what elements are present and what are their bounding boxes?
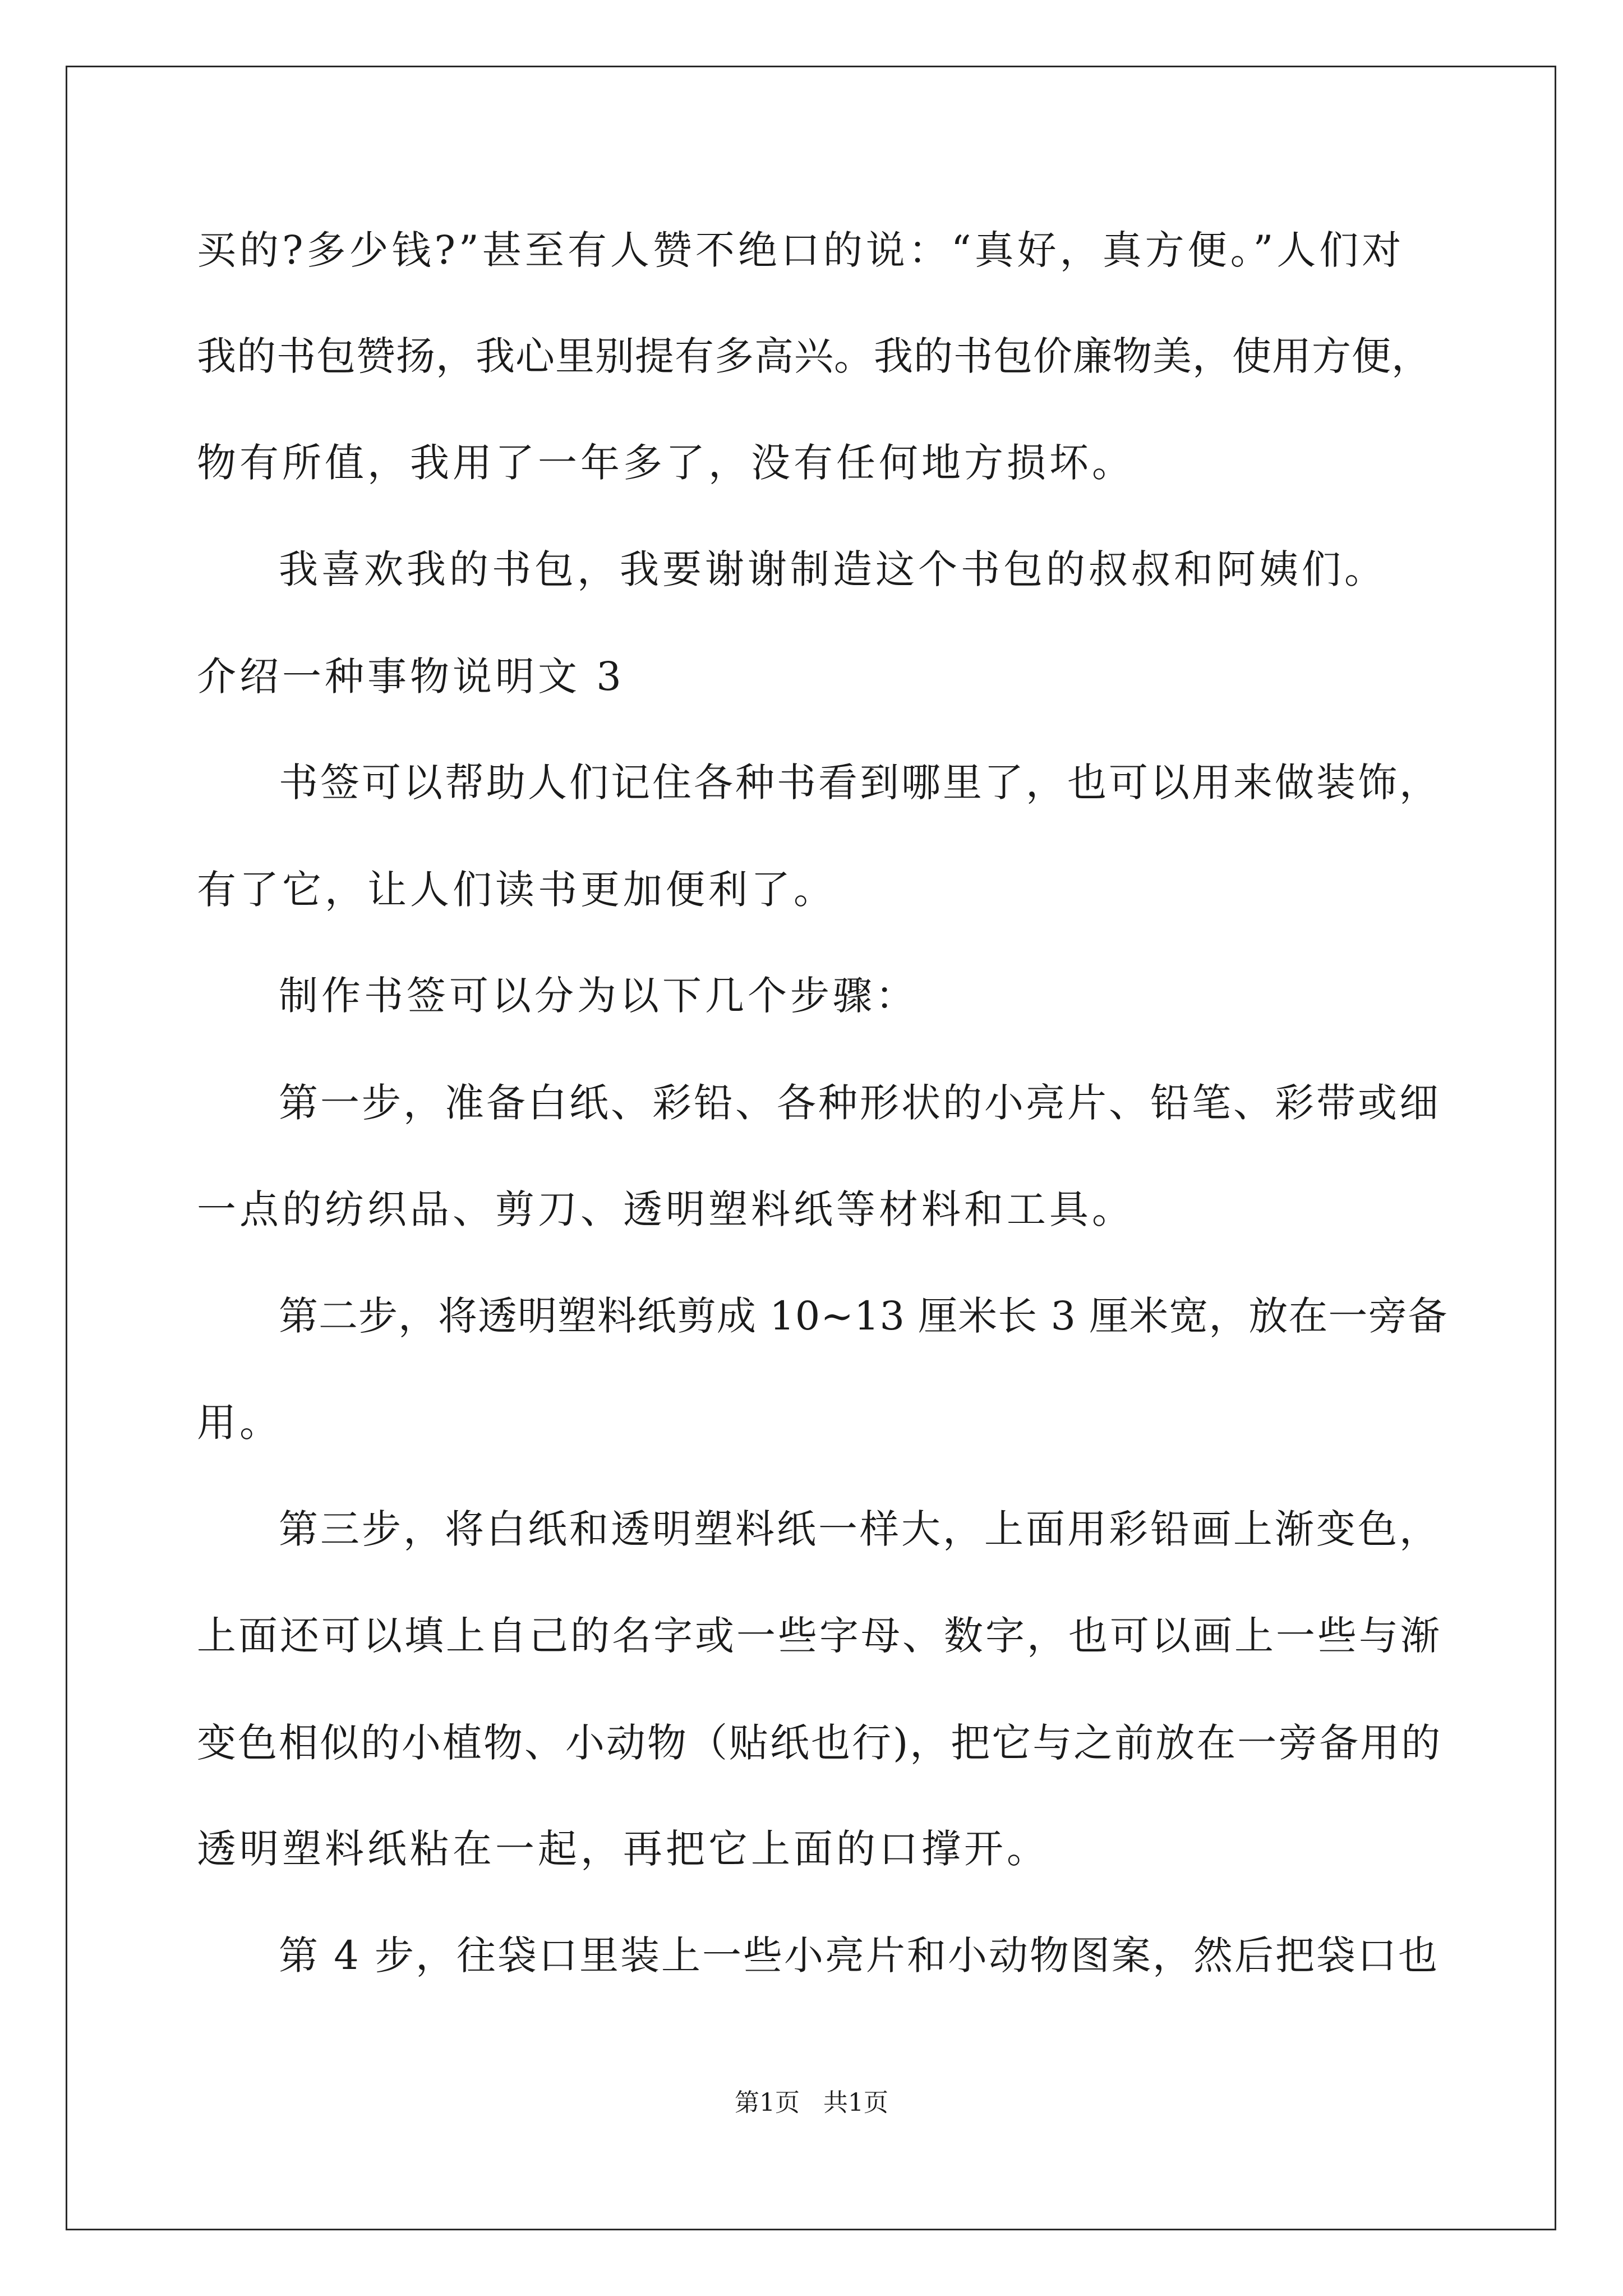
paragraph-line: 第三步，将白纸和透明塑料纸一样大，上面用彩铅画上渐变色， [279, 1506, 1441, 1552]
page-footer: 第1页 共1页 [735, 2088, 888, 2117]
section-heading: 介绍一种事物说明文 3 [197, 654, 625, 700]
text-line: 一点的纺织品、剪刀、透明塑料纸等材料和工具。 [197, 1186, 1135, 1232]
document-body [197, 0, 1447, 2296]
paragraph-line: 我喜欢我的书包，我要谢谢制造这个书包的叔叔和阿姨们。 [279, 546, 1387, 592]
text-line: 我的书包赞扬，我心里别提有多高兴。我的书包价廉物美，使用方便， [197, 333, 1431, 379]
text-line: 买的?多少钱?”甚至有人赞不绝口的说：“真好，真方便。”人们对 [197, 227, 1405, 273]
text-line: 透明塑料纸粘在一起，再把它上面的口撑开。 [197, 1826, 1049, 1872]
paragraph-line: 第二步，将透明塑料纸剪成 10~13 厘米长 3 厘米宽，放在一旁备 [279, 1293, 1448, 1339]
text-line: 上面还可以填上自己的名字或一些字母、数字，也可以画上一些与渐 [197, 1613, 1442, 1659]
paragraph-line: 制作书签可以分为以下几个步骤： [279, 973, 918, 1019]
paragraph-line: 第一步，准备白纸、彩铅、各种形状的小亮片、铅笔、彩带或细 [279, 1080, 1441, 1126]
text-line: 变色相似的小植物、小动物（贴纸也行)，把它与之前放在一旁备用的 [197, 1720, 1442, 1766]
text-line: 有了它，让人们读书更加便利了。 [197, 867, 836, 913]
text-line: 用。 [197, 1400, 282, 1446]
paragraph-line: 第 4 步，往袋口里装上一些小亮片和小动物图案，然后把袋口也 [279, 1932, 1440, 1978]
text-line: 物有所值，我用了一年多了，没有任何地方损坏。 [197, 440, 1135, 486]
paragraph-line: 书签可以帮助人们记住各种书看到哪里了，也可以用来做装饰， [279, 760, 1441, 806]
